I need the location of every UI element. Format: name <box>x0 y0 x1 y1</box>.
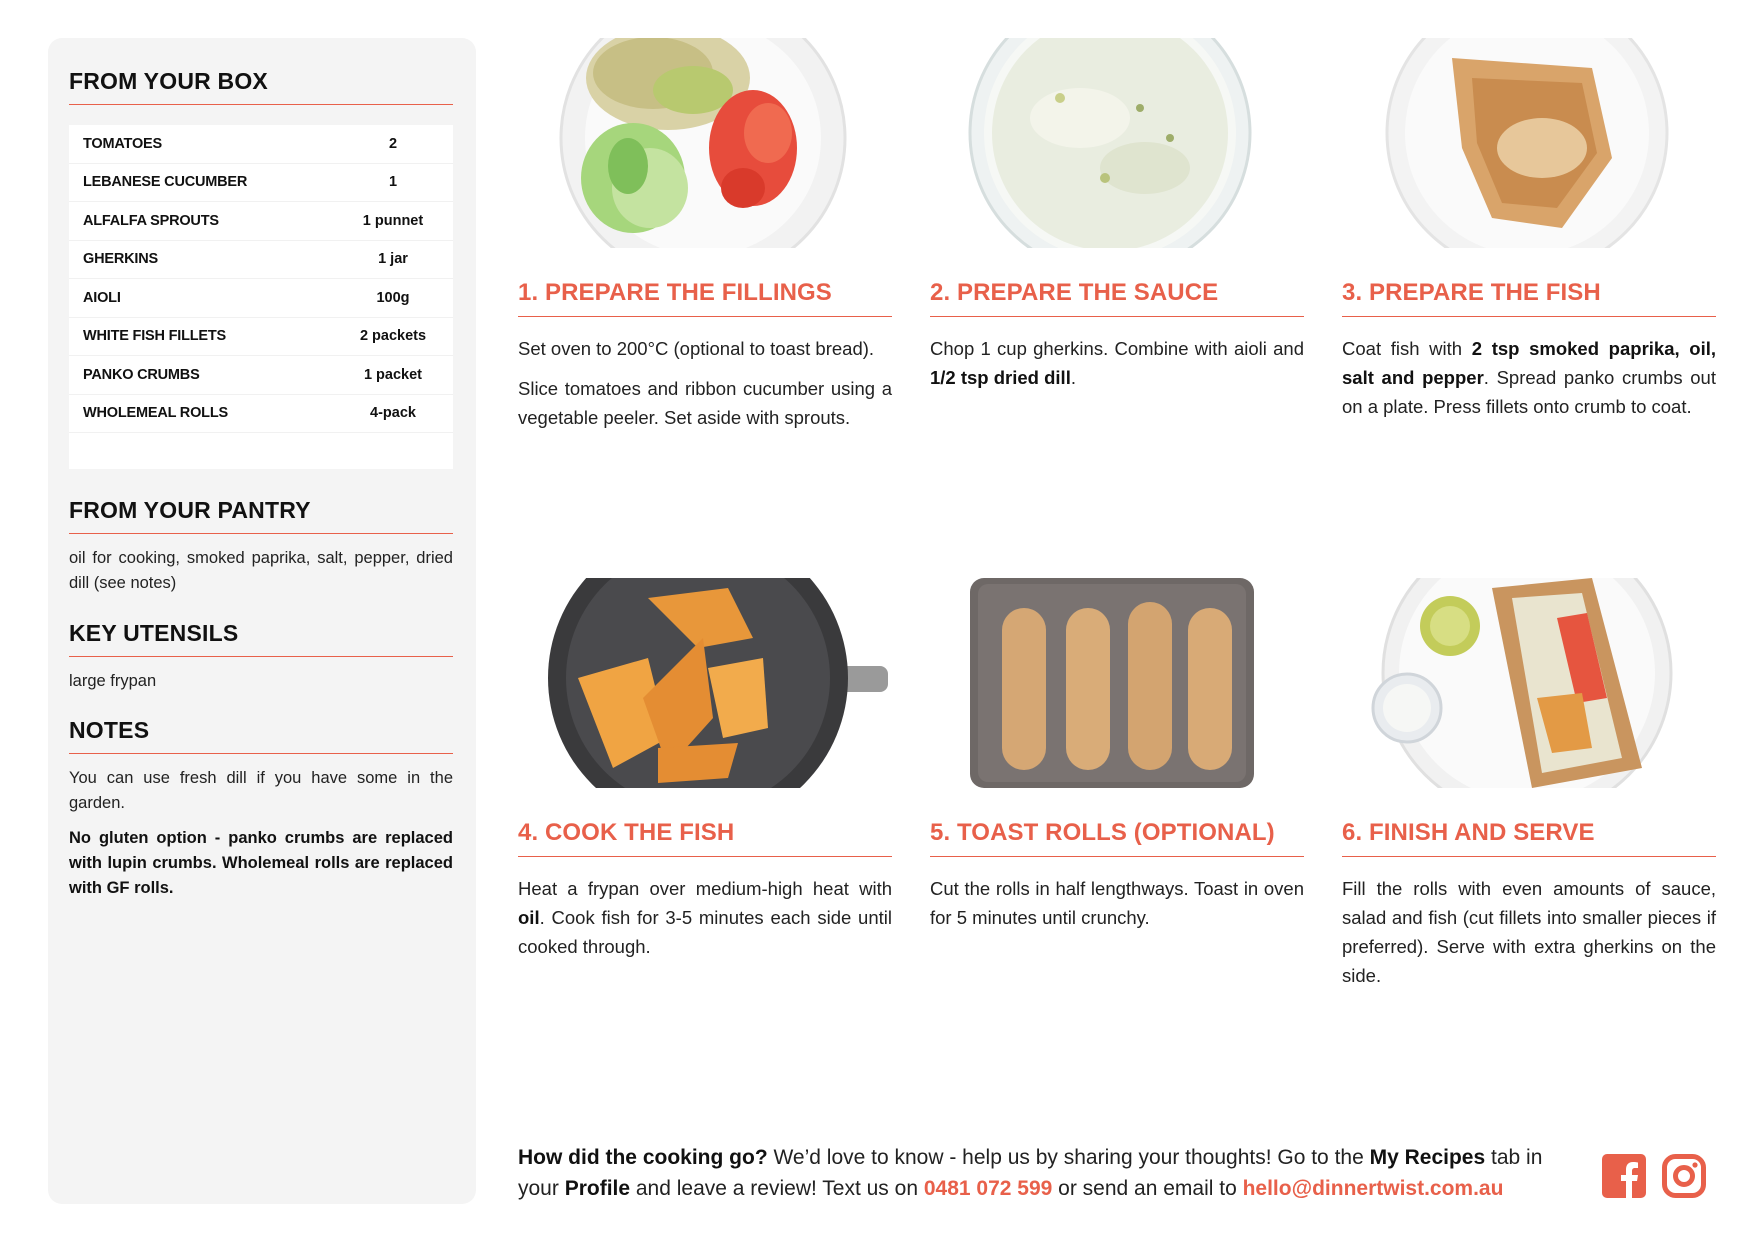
instagram-icon[interactable] <box>1662 1154 1706 1203</box>
step-1-text-2: Slice tomatoes and ribbon cucumber using a vegetable peeler. Set aside with sprouts. <box>518 378 892 428</box>
step-2-title: 2. PREPARE THE SAUCE <box>930 279 1304 317</box>
footer-text-2: tab in your <box>518 1146 1543 1200</box>
step-3-text <box>1342 334 1716 421</box>
step-4-text-c: . Cook fish for 3-5 minutes each side until cooked through. <box>518 907 892 957</box>
step-3-title: 3. PREPARE THE FISH <box>1342 279 1716 317</box>
step-3-text-c: . Spread panko crumbs out on a plate. Press fillets onto crumb to coat. <box>1342 367 1716 417</box>
step-3-body <box>1342 334 1716 432</box>
gluten-free-note: No gluten option - panko crumbs are replaced with lupin crumbs. Wholemeal rolls are replaced with GF rolls. <box>69 829 453 897</box>
from-your-box-section <box>69 68 453 469</box>
ingredient-name: ALFALFA SPROUTS <box>83 212 219 229</box>
step-1-text-1: Set oven to 200°C (optional to toast bread). <box>518 338 875 359</box>
step-2-text-bold: 1/2 tsp dried dill <box>930 367 1071 388</box>
step-4-text-a: Heat a frypan over medium-high heat with <box>518 878 892 899</box>
phone-number-link[interactable]: 0481 072 599 <box>923 1177 1053 1200</box>
ingredients-table <box>69 125 453 469</box>
notes-section <box>69 717 453 901</box>
ingredient-name: TOMATOES <box>83 135 162 152</box>
table-row <box>69 202 453 241</box>
notes-heading: NOTES <box>69 717 453 754</box>
step-1-body <box>518 334 892 443</box>
step-4-body <box>518 874 892 972</box>
step-2-text-a: Chop 1 cup gherkins. Combine with aioli and <box>930 338 1304 359</box>
ingredient-qty: 1 jar <box>378 251 408 268</box>
step-4-title: 4. COOK THE FISH <box>518 819 892 857</box>
ingredient-name: AIOLI <box>83 289 121 306</box>
frypan-fish-photo <box>518 578 892 788</box>
fillings-photo <box>518 38 892 248</box>
notes-text: You can use fresh dill if you have some in the garden. <box>69 769 453 812</box>
table-row <box>69 356 453 395</box>
step-6-body <box>1342 874 1716 1001</box>
step-2-text <box>930 334 1304 392</box>
step-3-text-bold: 2 tsp smoked paprika, oil, salt and pepper <box>1342 338 1717 388</box>
key-utensils-section <box>69 620 453 694</box>
facebook-icon[interactable] <box>1602 1154 1646 1203</box>
table-row <box>69 318 453 357</box>
from-your-pantry-heading: FROM YOUR PANTRY <box>69 497 453 534</box>
table-row <box>69 279 453 318</box>
profile-label: Profile <box>564 1177 631 1200</box>
from-your-pantry-section <box>69 497 453 596</box>
ingredient-qty: 1 packet <box>363 366 423 383</box>
social-links <box>1602 1154 1706 1203</box>
ingredient-qty: 4-pack <box>370 405 416 422</box>
ingredient-qty: 1 <box>388 174 398 191</box>
table-row <box>69 241 453 280</box>
step-5-text: Cut the rolls in half lengthways. Toast in oven for 5 minutes until crunchy. <box>930 878 1304 928</box>
step-5-body <box>930 874 1304 943</box>
footer-text-4: or send an email to <box>1052 1177 1243 1200</box>
footer-text-1: We’d love to know - help us by sharing your thoughts! Go to the <box>767 1146 1370 1169</box>
from-your-box-heading: FROM YOUR BOX <box>69 68 453 105</box>
crumbed-fish-photo <box>1342 38 1716 248</box>
finished-rolls-photo <box>1342 578 1716 788</box>
footer-question: How did the cooking go? <box>518 1146 768 1169</box>
step-3-text-a: Coat fish with <box>1342 338 1472 359</box>
step-5-title: 5. TOAST ROLLS (OPTIONAL) <box>930 819 1304 857</box>
step-6-text: Fill the rolls with even amounts of sauce, salad and fish (cut fillets into smaller pieces if preferred). Serve with extra gherkins on the side. <box>1342 878 1716 986</box>
utensils-text: large frypan <box>69 672 157 690</box>
ingredient-qty: 2 <box>388 135 398 152</box>
ingredient-qty: 1 punnet <box>362 212 424 229</box>
footer-text-3: and leave a review! Text us on <box>630 1177 924 1200</box>
step-2-text-c: . <box>1070 367 1076 388</box>
step-1-title: 1. PREPARE THE FILLINGS <box>518 279 892 317</box>
rolls-tray-photo <box>930 578 1304 788</box>
sauce-photo <box>930 38 1304 248</box>
ingredient-name: LEBANESE CUCUMBER <box>83 174 248 191</box>
feedback-footer <box>518 1142 1578 1204</box>
pantry-text: oil for cooking, smoked paprika, salt, pepper, dried dill (see notes) <box>69 549 453 592</box>
ingredients-sidebar <box>48 38 476 1204</box>
table-row <box>69 125 453 164</box>
ingredient-name: WHOLEMEAL ROLLS <box>83 405 228 422</box>
ingredient-name: WHITE FISH FILLETS <box>83 328 227 345</box>
table-row <box>69 395 453 434</box>
step-6-title: 6. FINISH AND SERVE <box>1342 819 1716 857</box>
key-utensils-heading: KEY UTENSILS <box>69 620 453 657</box>
step-2-body <box>930 334 1304 403</box>
step-4-text-bold: oil <box>518 907 540 928</box>
table-row <box>69 164 453 203</box>
ingredient-qty: 100g <box>376 289 410 306</box>
email-link[interactable]: hello@dinnertwist.com.au <box>1242 1177 1504 1200</box>
ingredient-qty: 2 packets <box>359 328 427 345</box>
ingredient-name: PANKO CRUMBS <box>83 366 200 383</box>
my-recipes-label: My Recipes <box>1369 1146 1486 1169</box>
step-4-text <box>518 874 892 961</box>
ingredient-name: GHERKINS <box>83 251 158 268</box>
